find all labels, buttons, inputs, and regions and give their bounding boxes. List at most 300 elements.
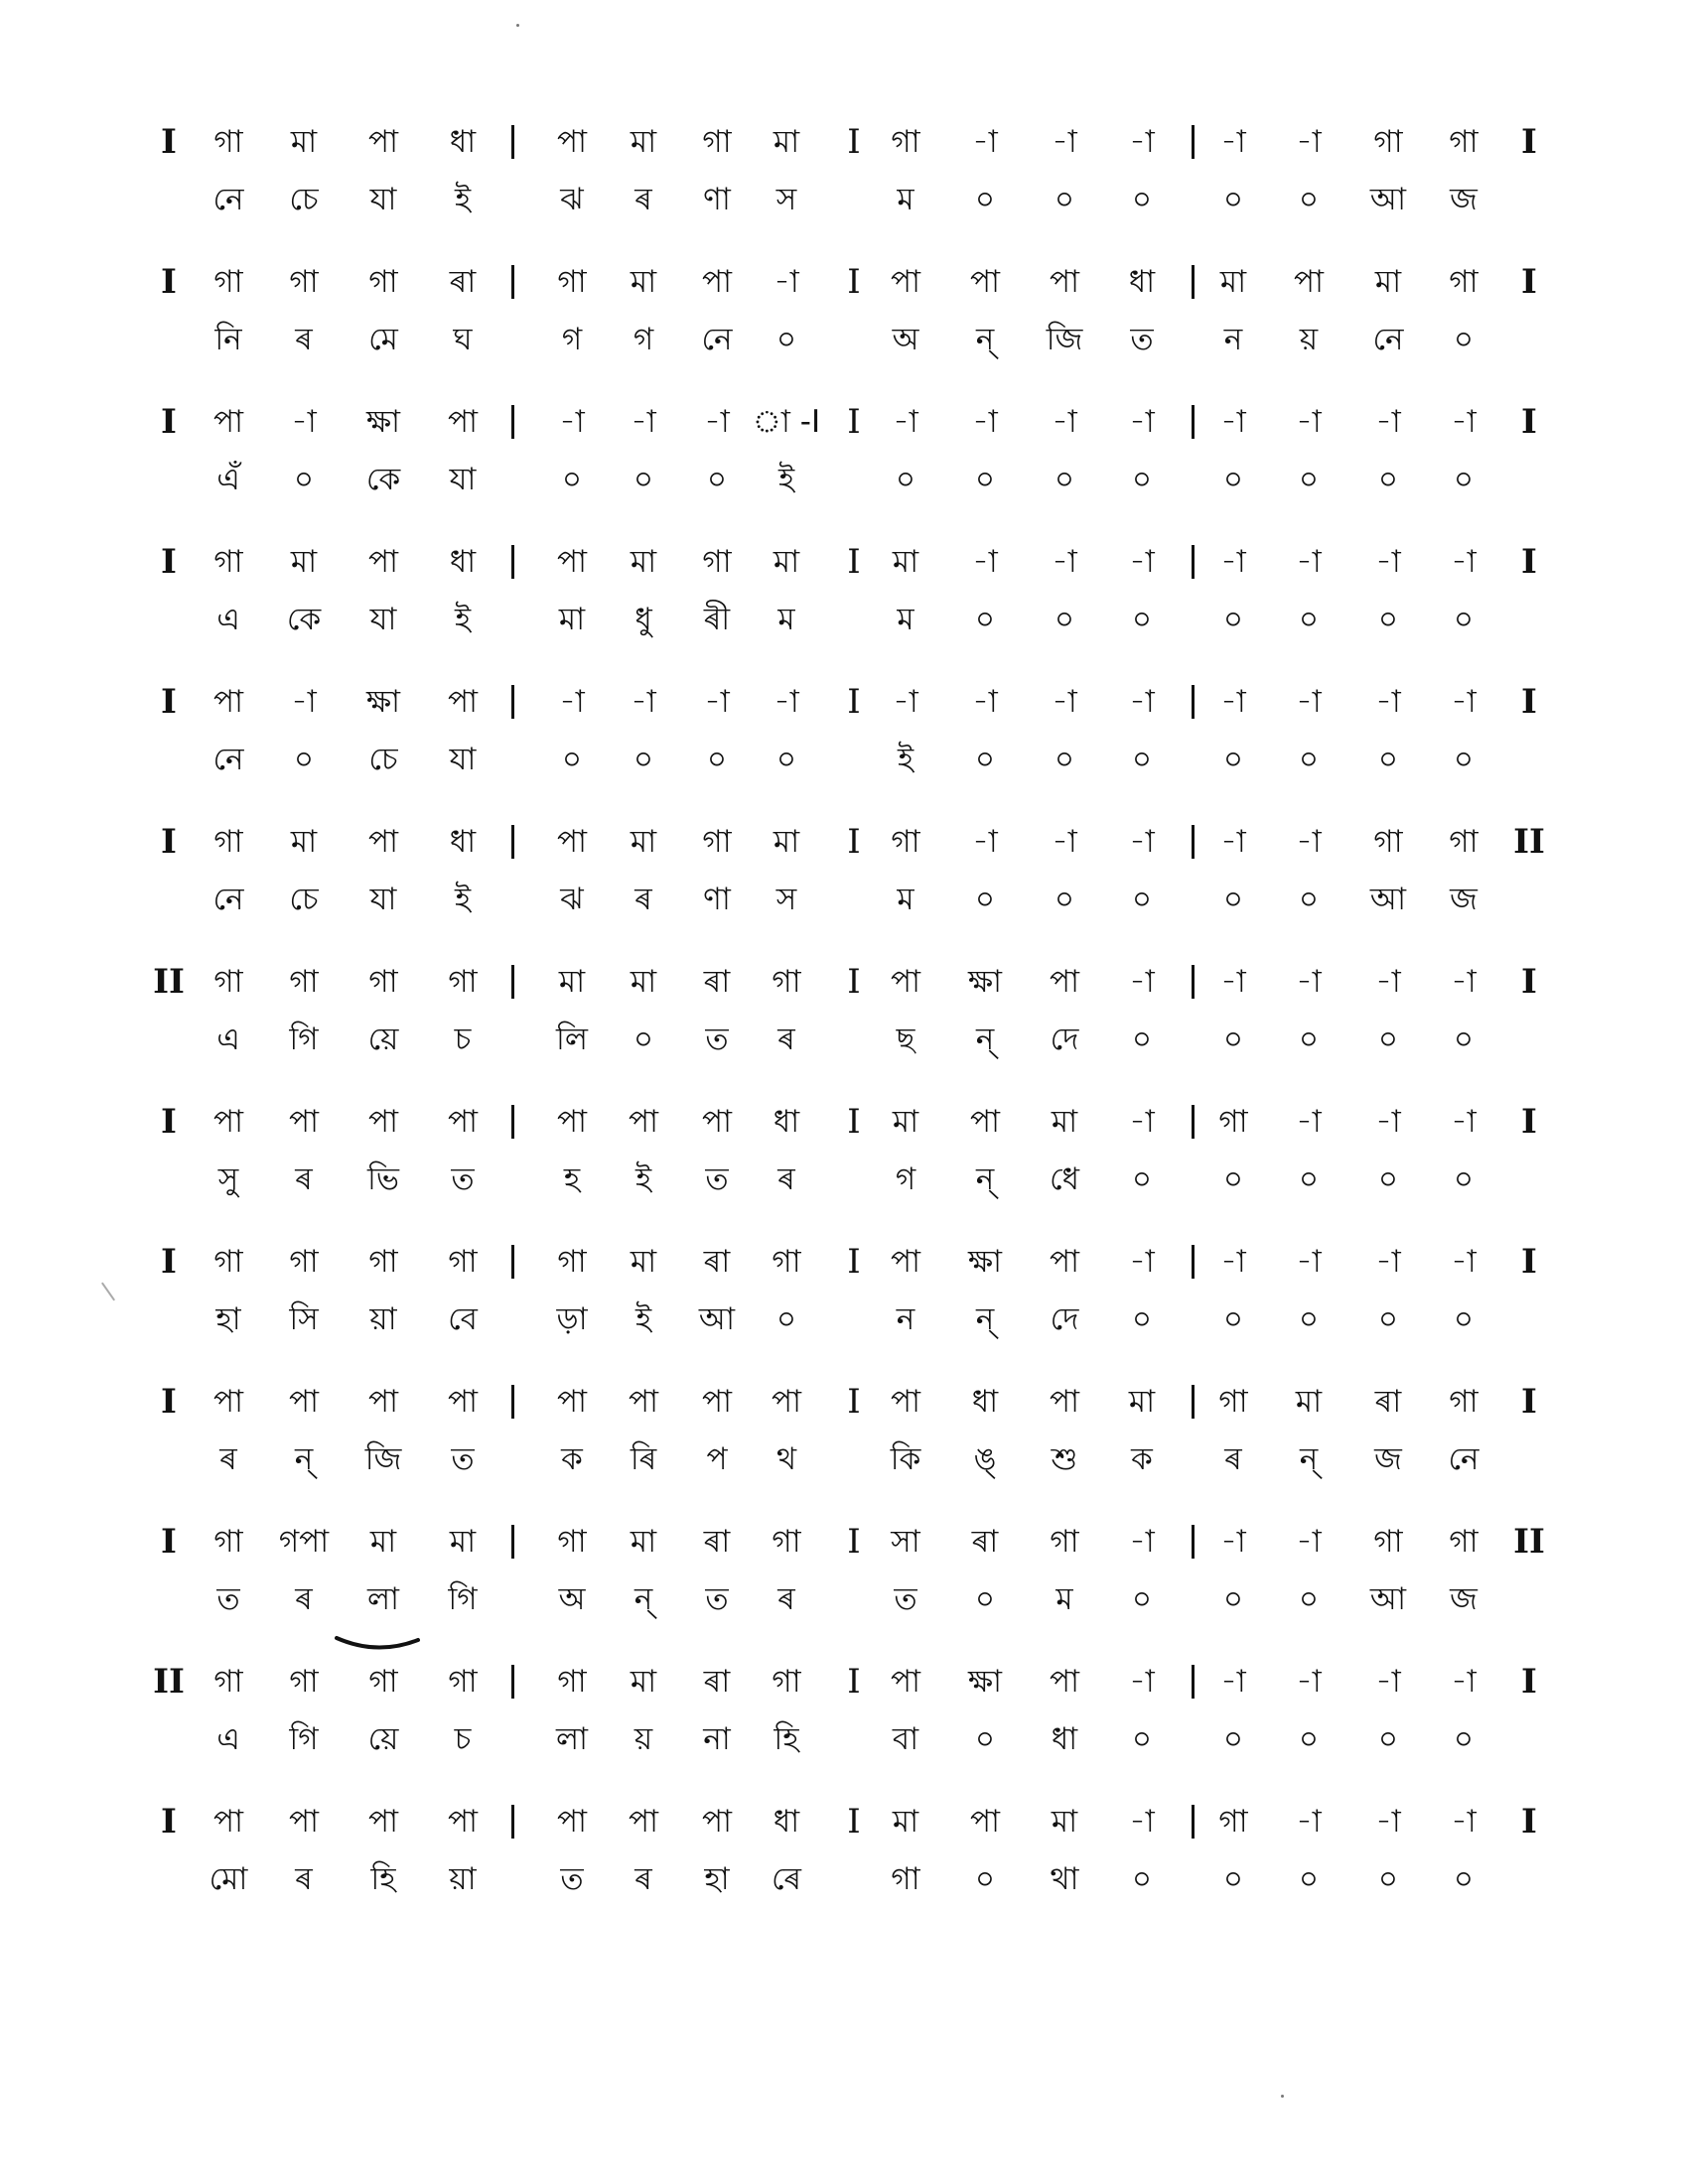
lyric-syllable: ০ — [1222, 1721, 1244, 1757]
notation-line — [0, 957, 1688, 1096]
bar-mark-open: I — [161, 1802, 177, 1842]
swara-note: মা — [1374, 264, 1402, 300]
lyric-syllable: ৰ — [777, 1022, 795, 1057]
swara-note: মা — [630, 964, 657, 1000]
swara-note: গা — [448, 1244, 478, 1280]
lyric-syllable: ধু — [634, 602, 652, 637]
bar-mark-close: I — [1521, 1662, 1537, 1702]
lyric-syllable: ০ — [1298, 1581, 1320, 1617]
swara-note: -া — [1129, 404, 1155, 440]
lyric-syllable: ক — [1131, 1441, 1153, 1477]
lyric-syllable: ৰ — [219, 1441, 237, 1477]
lyric-syllable: যা — [369, 882, 397, 917]
lyric-syllable: ০ — [1453, 602, 1475, 637]
swara-note: গা — [448, 1664, 478, 1700]
lyric-syllable: ত — [894, 1581, 917, 1617]
paper-speck — [1281, 2095, 1284, 2098]
swara-note: পা — [288, 1384, 320, 1420]
swara-note: গা — [1050, 1524, 1079, 1560]
swara-note: গা — [1218, 1104, 1248, 1140]
lyric-syllable: ০ — [1298, 1721, 1320, 1757]
swara-note: গা — [213, 824, 243, 860]
lyric-syllable: হা — [215, 1301, 241, 1337]
swara-note: পা — [212, 684, 244, 720]
swara-note: ক্ষা — [967, 964, 1003, 1000]
lyric-syllable: ০ — [974, 1721, 996, 1757]
swara-note: গা — [213, 1244, 243, 1280]
swara-note: -া — [631, 684, 656, 720]
beat-divider — [1192, 685, 1195, 719]
swara-note: পা — [969, 1104, 1001, 1140]
lyric-syllable: ৰ — [777, 1161, 795, 1197]
beat-divider — [511, 405, 514, 439]
lyric-syllable: ০ — [1131, 1301, 1153, 1337]
lyric-syllable: ০ — [1377, 462, 1399, 497]
beat-divider — [1192, 545, 1195, 579]
swara-note: পা — [1049, 1244, 1080, 1280]
swara-note: -া — [704, 404, 730, 440]
lyric-syllable: ০ — [1453, 1161, 1475, 1197]
bar-mark-close: II — [1513, 822, 1545, 862]
lyric-syllable: আ — [1369, 182, 1407, 217]
swara-row — [0, 1797, 1688, 1846]
lyric-syllable: ৰ — [295, 1161, 313, 1197]
bar-mark-open: I — [161, 1242, 177, 1282]
lyric-syllable: নে — [1448, 1441, 1479, 1477]
lyric-syllable: ০ — [706, 462, 728, 497]
swara-note: -া — [1296, 1664, 1322, 1700]
notation-line — [0, 677, 1688, 816]
lyric-syllable: এ — [216, 602, 240, 637]
lyric-syllable: ০ — [1377, 742, 1399, 777]
lyric-syllable: ছ — [896, 1022, 915, 1057]
swara-note: -া — [972, 684, 998, 720]
swara-note: -া — [774, 264, 799, 300]
notation-line — [0, 1097, 1688, 1236]
swara-note: গা — [368, 1244, 398, 1280]
swara-note: পা — [556, 1384, 588, 1420]
section-divider: I — [847, 1802, 861, 1842]
lyric-syllable: লা — [555, 1721, 589, 1757]
swara-note: ধা — [773, 1804, 800, 1840]
notation-line — [0, 537, 1688, 676]
lyric-syllable: হি — [774, 1721, 799, 1757]
swara-row — [0, 1517, 1688, 1567]
lyric-syllable: ০ — [974, 882, 996, 917]
lyric-syllable: ০ — [974, 182, 996, 217]
slur-mark — [333, 1634, 422, 1654]
lyric-row — [0, 595, 1688, 644]
beat-divider — [511, 1665, 514, 1699]
swara-note: ধা — [449, 824, 477, 860]
beat-divider — [1192, 965, 1195, 999]
swara-note: গা — [702, 824, 732, 860]
beat-divider — [511, 965, 514, 999]
lyric-syllable: ৰি — [630, 1441, 657, 1477]
lyric-syllable: স — [775, 182, 797, 217]
bar-mark-close: I — [1521, 1242, 1537, 1282]
swara-note: পা — [367, 824, 399, 860]
lyric-row — [0, 1015, 1688, 1064]
lyric-syllable: গি — [289, 1022, 319, 1057]
lyric-syllable: ০ — [1453, 742, 1475, 777]
lyric-syllable: ০ — [633, 742, 654, 777]
lyric-syllable: ৰ — [777, 1581, 795, 1617]
lyric-syllable: ই — [634, 1161, 652, 1197]
lyric-syllable: ০ — [775, 1301, 797, 1337]
swara-note: -া — [1451, 684, 1477, 720]
beat-divider — [511, 1105, 514, 1139]
lyric-syllable: য়ে — [367, 1022, 399, 1057]
lyric-syllable: কে — [365, 462, 401, 497]
lyric-syllable: ঝ — [560, 882, 584, 917]
lyric-syllable: ই — [454, 602, 472, 637]
lyric-syllable: ০ — [1222, 1301, 1244, 1337]
lyric-syllable: ম — [1055, 1581, 1073, 1617]
swara-note: মা — [1051, 1104, 1078, 1140]
swara-note: -া — [1129, 1104, 1155, 1140]
lyric-syllable: ৰ — [295, 1581, 313, 1617]
swara-note: ৰা — [703, 964, 731, 1000]
swara-note: ধা — [773, 1104, 800, 1140]
swara-note: পা — [1049, 1384, 1080, 1420]
lyric-syllable: ০ — [1298, 742, 1320, 777]
swara-note: মা — [369, 1524, 397, 1560]
swara-note: -া — [631, 404, 656, 440]
bar-mark-close: I — [1521, 1102, 1537, 1142]
bar-mark-open: I — [161, 1102, 177, 1142]
swara-note: গা — [289, 264, 319, 300]
lyric-syllable: জ — [1374, 1441, 1402, 1477]
lyric-syllable: ত — [560, 1861, 584, 1897]
lyric-syllable: ০ — [293, 462, 315, 497]
lyric-syllable: ০ — [1298, 1301, 1320, 1337]
notation-line — [0, 1237, 1688, 1376]
swara-note: পা — [212, 1384, 244, 1420]
swara-note: গা — [213, 1524, 243, 1560]
lyric-syllable: ০ — [706, 742, 728, 777]
notation-line — [0, 817, 1688, 956]
lyric-row — [0, 735, 1688, 784]
lyric-syllable: হ — [563, 1161, 581, 1197]
bar-mark-open: I — [161, 1522, 177, 1562]
lyric-syllable: য় — [633, 1721, 653, 1757]
lyric-syllable: ৰ — [634, 882, 652, 917]
swara-note: পা — [447, 1804, 479, 1840]
lyric-syllable: ত — [705, 1161, 729, 1197]
lyric-syllable: যা — [369, 182, 397, 217]
lyric-syllable: ম — [897, 182, 914, 217]
bar-mark-close: II — [1513, 1522, 1545, 1562]
lyric-syllable: ০ — [1222, 742, 1244, 777]
lyric-syllable: ০ — [1377, 1301, 1399, 1337]
swara-note: মা — [630, 1244, 657, 1280]
swara-note: পা — [367, 124, 399, 160]
swara-note: পা — [212, 404, 244, 440]
swara-note: গা — [702, 124, 732, 160]
swara-note: মা — [773, 544, 800, 580]
swara-note: -া — [1451, 964, 1477, 1000]
lyric-syllable: ০ — [1377, 1861, 1399, 1897]
bar-mark-open: I — [161, 402, 177, 442]
swara-note: -া — [1129, 824, 1155, 860]
swara-note: গপা — [278, 1524, 330, 1560]
swara-note: ক্ষা — [365, 404, 401, 440]
lyric-syllable: ০ — [1298, 602, 1320, 637]
swara-note: মা — [630, 1664, 657, 1700]
notation-line — [0, 1657, 1688, 1796]
lyric-syllable: জ — [1450, 1581, 1477, 1617]
lyric-syllable: ০ — [1131, 1721, 1153, 1757]
swara-note: গা — [557, 264, 587, 300]
swara-note: পা — [969, 1804, 1001, 1840]
lyric-syllable: ঙ্ — [973, 1441, 997, 1477]
swara-note: মা — [892, 1804, 919, 1840]
lyric-syllable: ন্ — [294, 1441, 314, 1477]
lyric-syllable: ০ — [633, 462, 654, 497]
swara-note: -া — [1129, 1804, 1155, 1840]
lyric-syllable: দে — [1050, 1022, 1079, 1057]
lyric-syllable: ০ — [974, 742, 996, 777]
lyric-row — [0, 175, 1688, 224]
swara-note: -া — [1296, 964, 1322, 1000]
lyric-syllable: ই — [634, 1301, 652, 1337]
bar-mark-close: I — [1521, 682, 1537, 722]
lyric-syllable: য়া — [449, 1861, 477, 1897]
section-divider: I — [847, 1662, 861, 1702]
swara-note: মা — [630, 264, 657, 300]
swara-note: মা — [630, 824, 657, 860]
lyric-syllable: অ — [892, 322, 919, 357]
swara-note: -া — [1296, 1524, 1322, 1560]
swara-note: পা — [628, 1384, 659, 1420]
lyric-syllable: ত — [216, 1581, 240, 1617]
paper-speck — [516, 24, 519, 27]
bar-mark-close: I — [1521, 402, 1537, 442]
swara-note: পা — [701, 1104, 733, 1140]
swara-note: গা — [213, 964, 243, 1000]
lyric-syllable: ধে — [1050, 1161, 1079, 1197]
lyric-syllable: ০ — [1298, 182, 1320, 217]
lyric-syllable: ৰে — [771, 1861, 802, 1897]
lyric-syllable: ০ — [1131, 1581, 1153, 1617]
swara-note: গা — [213, 1664, 243, 1700]
bar-mark-close: I — [1521, 122, 1537, 162]
lyric-syllable: ০ — [1377, 1721, 1399, 1757]
swara-note: -া — [1375, 1804, 1401, 1840]
lyric-syllable: ৰ — [1224, 1441, 1242, 1477]
section-divider: I — [847, 402, 861, 442]
lyric-syllable: ০ — [1131, 742, 1153, 777]
lyric-syllable: ০ — [561, 462, 583, 497]
lyric-syllable: চে — [289, 182, 319, 217]
lyric-syllable: ০ — [974, 462, 996, 497]
lyric-syllable: ত — [1130, 322, 1154, 357]
beat-divider — [1192, 1665, 1195, 1699]
swara-note: -া — [1296, 404, 1322, 440]
swara-note: -া — [1220, 544, 1246, 580]
lyric-syllable: ম — [897, 602, 914, 637]
lyric-syllable: আ — [1369, 1581, 1407, 1617]
swara-note: গা — [557, 1524, 587, 1560]
swara-note: -া — [1220, 1244, 1246, 1280]
swara-note: -া — [1220, 404, 1246, 440]
lyric-syllable: জি — [1046, 322, 1083, 357]
bar-mark-open: I — [161, 122, 177, 162]
lyric-syllable: ০ — [1453, 1022, 1475, 1057]
lyric-syllable: ম — [897, 882, 914, 917]
beat-divider — [1192, 1525, 1195, 1559]
bar-mark-close: I — [1521, 542, 1537, 582]
lyric-syllable: এঁ — [216, 462, 240, 497]
swara-note: ক্ষা — [365, 684, 401, 720]
swara-note: ধা — [971, 1384, 999, 1420]
lyric-syllable: গা — [891, 1861, 920, 1897]
swara-note: মা — [290, 824, 318, 860]
swara-note: ৰা — [703, 1524, 731, 1560]
swara-note: গা — [213, 124, 243, 160]
swara-note: পা — [628, 1804, 659, 1840]
swara-note: গা — [772, 1244, 801, 1280]
lyric-syllable: ৰ — [634, 1861, 652, 1897]
lyric-syllable: ০ — [1222, 602, 1244, 637]
swara-note: -া — [1129, 684, 1155, 720]
swara-note: পা — [890, 1384, 921, 1420]
lyric-syllable: ০ — [895, 462, 916, 497]
lyric-syllable: কে — [286, 602, 322, 637]
swara-note: -া — [1375, 404, 1401, 440]
swara-note: পা — [556, 824, 588, 860]
lyric-syllable: ০ — [1131, 182, 1153, 217]
swara-note: -া — [1052, 544, 1077, 580]
swara-note: গা — [213, 544, 243, 580]
swara-note: গা — [1373, 824, 1403, 860]
lyric-syllable: ন্ — [975, 1161, 995, 1197]
swara-note: পা — [212, 1804, 244, 1840]
lyric-syllable: য়া — [369, 1301, 397, 1337]
swara-row — [0, 817, 1688, 867]
lyric-syllable: জ — [1450, 182, 1477, 217]
swara-note: পা — [701, 264, 733, 300]
swara-note: পা — [701, 1804, 733, 1840]
lyric-row — [0, 1434, 1688, 1484]
swara-note: পা — [212, 1104, 244, 1140]
swara-note: মা — [1219, 264, 1247, 300]
bar-mark-open: I — [161, 822, 177, 862]
section-divider: I — [847, 542, 861, 582]
lyric-row — [0, 1295, 1688, 1344]
lyric-syllable: নে — [212, 742, 244, 777]
swara-note: ৰা — [971, 1524, 999, 1560]
swara-row — [0, 397, 1688, 447]
lyric-syllable: ০ — [1222, 1581, 1244, 1617]
lyric-syllable: ০ — [1298, 1161, 1320, 1197]
lyric-syllable: ঝ — [560, 182, 584, 217]
swara-note: গা — [1449, 264, 1478, 300]
lyric-syllable: এ — [216, 1721, 240, 1757]
lyric-syllable: যা — [449, 742, 477, 777]
lyric-syllable: ৰী — [703, 602, 731, 637]
lyric-syllable: ০ — [1131, 1861, 1153, 1897]
lyric-syllable: স — [775, 882, 797, 917]
swara-note: মা — [290, 544, 318, 580]
swara-note: -া — [893, 404, 918, 440]
lyric-syllable: সি — [289, 1301, 319, 1337]
swara-note: -া — [1375, 1104, 1401, 1140]
swara-row — [0, 257, 1688, 307]
beat-divider — [511, 1805, 514, 1839]
swara-note: পা — [890, 264, 921, 300]
swara-note: -া — [1296, 544, 1322, 580]
swara-note: -া — [704, 684, 730, 720]
beat-divider — [511, 1245, 514, 1279]
swara-note: -া — [1296, 1104, 1322, 1140]
swara-note: -া — [1220, 1524, 1246, 1560]
lyric-row — [0, 455, 1688, 504]
swara-note: -া — [1129, 964, 1155, 1000]
beat-divider — [511, 1525, 514, 1559]
notation-line — [0, 1377, 1688, 1516]
swara-note: পা — [890, 964, 921, 1000]
swara-note: -া — [1451, 544, 1477, 580]
lyric-syllable: ০ — [1054, 742, 1075, 777]
swara-note: পা — [1049, 1664, 1080, 1700]
lyric-syllable: ০ — [1131, 1022, 1153, 1057]
beat-divider — [1192, 125, 1195, 159]
swara-note: গা — [891, 124, 920, 160]
swara-note: গা — [1218, 1384, 1248, 1420]
swara-note: -া — [1220, 824, 1246, 860]
section-divider: I — [847, 1242, 861, 1282]
beat-divider — [511, 1385, 514, 1419]
swara-note: পা — [288, 1104, 320, 1140]
swara-note: গা — [702, 544, 732, 580]
lyric-syllable: যা — [449, 462, 477, 497]
lyric-row — [0, 875, 1688, 924]
bar-mark-open: I — [161, 1382, 177, 1422]
lyric-syllable: ত — [705, 1581, 729, 1617]
swara-note: গা — [1449, 1524, 1478, 1560]
lyric-syllable: ০ — [1298, 1861, 1320, 1897]
lyric-syllable: জ — [1450, 882, 1477, 917]
lyric-syllable: নি — [214, 322, 242, 357]
beat-divider — [1192, 1245, 1195, 1279]
lyric-row — [0, 315, 1688, 364]
swara-note: -া — [291, 404, 317, 440]
lyric-syllable: ০ — [1298, 462, 1320, 497]
swara-note: ধা — [449, 124, 477, 160]
swara-note: মা — [773, 824, 800, 860]
swara-note: -া — [1052, 824, 1077, 860]
swara-note: পা — [447, 684, 479, 720]
swara-note: -া — [559, 404, 585, 440]
lyric-syllable: গ — [895, 1161, 916, 1197]
swara-note: -া — [1220, 964, 1246, 1000]
swara-note: গা — [368, 964, 398, 1000]
bar-mark-open: II — [153, 962, 185, 1002]
lyric-syllable: ০ — [1298, 1022, 1320, 1057]
swara-note: পা — [890, 1244, 921, 1280]
lyric-syllable: নে — [212, 182, 244, 217]
lyric-syllable: ণা — [703, 182, 731, 217]
swara-note: -া — [1296, 684, 1322, 720]
swara-note: মা — [773, 124, 800, 160]
lyric-syllable: চ — [454, 1721, 472, 1757]
lyric-syllable: য়ে — [367, 1721, 399, 1757]
lyric-syllable: ন — [896, 1301, 915, 1337]
lyric-syllable: ক — [561, 1441, 583, 1477]
swara-row — [0, 1657, 1688, 1706]
